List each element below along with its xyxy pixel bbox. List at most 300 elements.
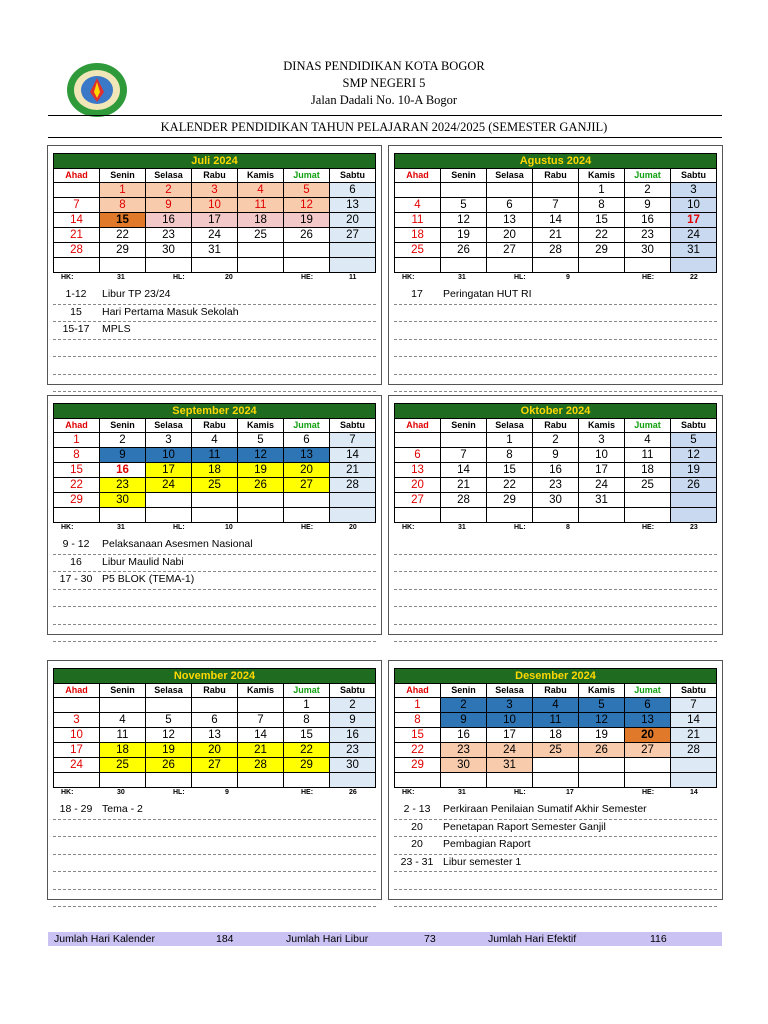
month-stats: [394, 273, 717, 285]
day-name-header: Kamis: [579, 169, 625, 183]
day-name-header: Rabu: [192, 684, 238, 698]
date-cell: 2: [100, 433, 146, 448]
date-cell: [100, 773, 146, 788]
event-row: [53, 590, 376, 608]
date-cell: 30: [625, 243, 671, 258]
date-cell: 6: [284, 433, 330, 448]
date-cell: [238, 258, 284, 273]
event-description: Libur semester 1: [443, 855, 522, 868]
week-row: [54, 183, 376, 198]
date-cell: 19: [238, 463, 284, 478]
header-line-3: Jalan Dadali No. 10-A Bogor: [310, 93, 458, 107]
date-cell: 2: [533, 433, 579, 448]
date-cell: 5: [441, 198, 487, 213]
date-cell: 12: [284, 198, 330, 213]
date-cell: 11: [100, 728, 146, 743]
month-grid: [394, 668, 717, 788]
hk-label: HK:: [402, 274, 415, 281]
day-name-header: Kamis: [238, 684, 284, 698]
week-row: [54, 728, 376, 743]
date-cell: 22: [54, 478, 100, 493]
day-name-header: Ahad: [54, 169, 100, 183]
hk-label: HK:: [61, 789, 74, 796]
date-cell: 24: [54, 758, 100, 773]
he-label: HE:: [642, 789, 655, 796]
hl-value: 9: [566, 274, 570, 281]
date-cell: 31: [192, 243, 238, 258]
date-cell: [146, 773, 192, 788]
date-cell: 29: [100, 243, 146, 258]
week-row: [395, 698, 717, 713]
date-cell: [625, 258, 671, 273]
event-date: 17 - 30: [59, 573, 93, 585]
event-list: [53, 287, 376, 392]
event-description: Penetapan Raport Semester Ganjil: [443, 820, 606, 833]
event-row: [53, 855, 376, 873]
date-cell: 23: [533, 478, 579, 493]
date-cell: 8: [487, 448, 533, 463]
date-cell: 18: [192, 463, 238, 478]
event-row: [394, 590, 717, 608]
date-cell: 3: [671, 183, 717, 198]
day-name-header: Jumat: [284, 419, 330, 433]
he-value: 14: [690, 789, 698, 796]
date-cell: 1: [395, 698, 441, 713]
hk-label: HK:: [402, 789, 415, 796]
hk-label: HK:: [402, 524, 415, 531]
date-cell: 7: [671, 698, 717, 713]
date-cell: 26: [238, 478, 284, 493]
day-name-header: Kamis: [579, 684, 625, 698]
day-name-header: Sabtu: [330, 169, 376, 183]
month-calendar-4: [388, 395, 723, 635]
date-cell: 20: [330, 213, 376, 228]
event-list: [394, 802, 717, 907]
date-cell: 9: [441, 713, 487, 728]
date-cell: [330, 508, 376, 523]
day-name-header: Ahad: [395, 419, 441, 433]
month-calendar-2: [388, 145, 723, 385]
date-cell: [238, 493, 284, 508]
hl-label: HL:: [514, 274, 526, 281]
date-cell: 25: [625, 478, 671, 493]
event-date: 20: [411, 838, 423, 850]
date-cell: 29: [487, 493, 533, 508]
event-date: 1-12: [65, 288, 87, 300]
date-cell: [146, 508, 192, 523]
event-row: [394, 855, 717, 873]
date-cell: [579, 508, 625, 523]
event-date: 23 - 31: [400, 855, 434, 868]
event-row: [53, 340, 376, 358]
header-line-2: SMP NEGERI 5: [342, 76, 426, 90]
event-row: [394, 555, 717, 573]
date-cell: 3: [579, 433, 625, 448]
day-name-header: Rabu: [192, 169, 238, 183]
he-value: 22: [690, 274, 698, 281]
event-date: 15: [70, 305, 82, 318]
day-name-header: Senin: [441, 419, 487, 433]
date-cell: 15: [579, 213, 625, 228]
event-row: [53, 820, 376, 838]
date-cell: 5: [238, 433, 284, 448]
date-cell: 12: [146, 728, 192, 743]
week-row: [54, 508, 376, 523]
event-row: [394, 305, 717, 323]
event-row: [53, 802, 376, 820]
event-description: Tema - 2: [102, 803, 143, 815]
date-cell: 1: [487, 433, 533, 448]
holiday-days-label: Jumlah Hari Libur: [286, 933, 369, 945]
he-value: 23: [690, 524, 698, 531]
date-cell: 28: [533, 243, 579, 258]
date-cell: 24: [487, 743, 533, 758]
date-cell: [671, 508, 717, 523]
date-cell: 9: [100, 448, 146, 463]
hk-value: 31: [458, 789, 466, 796]
date-cell: 13: [487, 213, 533, 228]
date-cell: 28: [330, 478, 376, 493]
date-cell: 14: [441, 463, 487, 478]
date-cell: 30: [533, 493, 579, 508]
date-cell: 18: [533, 728, 579, 743]
date-cell: 28: [441, 493, 487, 508]
day-name-header: Selasa: [487, 419, 533, 433]
hl-label: HL:: [173, 524, 185, 531]
date-cell: 3: [146, 433, 192, 448]
date-cell: [395, 183, 441, 198]
day-name-header: Selasa: [146, 419, 192, 433]
day-name-header: Ahad: [395, 684, 441, 698]
event-row: [53, 537, 376, 555]
week-row: [395, 198, 717, 213]
day-name-header: Senin: [441, 684, 487, 698]
date-cell: 7: [533, 198, 579, 213]
week-row: [54, 448, 376, 463]
week-row: [54, 258, 376, 273]
date-cell: 6: [330, 183, 376, 198]
date-cell: 23: [330, 743, 376, 758]
date-cell: 10: [579, 448, 625, 463]
date-cell: 26: [671, 478, 717, 493]
date-cell: 26: [441, 243, 487, 258]
date-cell: 31: [579, 493, 625, 508]
date-cell: 15: [100, 213, 146, 228]
date-cell: 24: [192, 228, 238, 243]
date-cell: 8: [54, 448, 100, 463]
event-date: 20: [411, 820, 423, 833]
event-list: [394, 287, 717, 392]
date-cell: 2: [441, 698, 487, 713]
hl-value: 20: [225, 274, 233, 281]
event-row: [394, 537, 717, 555]
date-cell: 21: [671, 728, 717, 743]
total-days-value: 184: [216, 933, 234, 945]
week-row: [395, 758, 717, 773]
date-cell: 14: [238, 728, 284, 743]
date-cell: 22: [579, 228, 625, 243]
date-cell: [671, 493, 717, 508]
date-cell: 10: [192, 198, 238, 213]
event-row: [53, 572, 376, 590]
date-cell: 23: [441, 743, 487, 758]
date-cell: [238, 698, 284, 713]
date-cell: [54, 183, 100, 198]
event-date: 17: [411, 288, 423, 300]
date-cell: 30: [146, 243, 192, 258]
date-cell: 31: [671, 243, 717, 258]
date-cell: 6: [487, 198, 533, 213]
date-cell: [284, 773, 330, 788]
date-cell: 4: [625, 433, 671, 448]
date-cell: [284, 493, 330, 508]
date-cell: 23: [625, 228, 671, 243]
event-description: P5 BLOK (TEMA-1): [102, 573, 195, 585]
date-cell: [54, 508, 100, 523]
event-description: Pelaksanaan Asesmen Nasional: [102, 538, 253, 550]
day-name-header: Senin: [441, 169, 487, 183]
date-cell: 9: [625, 198, 671, 213]
event-description: Libur Maulid Nabi: [102, 555, 184, 568]
week-row: [395, 508, 717, 523]
day-name-header: Rabu: [533, 684, 579, 698]
day-name-header: Jumat: [284, 169, 330, 183]
week-row: [395, 728, 717, 743]
date-cell: 4: [238, 183, 284, 198]
date-cell: [238, 773, 284, 788]
date-cell: 24: [579, 478, 625, 493]
day-name-header: Senin: [100, 169, 146, 183]
date-cell: [54, 773, 100, 788]
date-cell: 27: [284, 478, 330, 493]
month-stats: [394, 523, 717, 535]
hk-value: 31: [117, 524, 125, 531]
week-row: [395, 478, 717, 493]
total-days-label: Jumlah Hari Kalender: [54, 933, 155, 945]
date-cell: 5: [671, 433, 717, 448]
date-cell: 29: [284, 758, 330, 773]
date-cell: 2: [625, 183, 671, 198]
week-row: [395, 448, 717, 463]
week-row: [395, 773, 717, 788]
date-cell: 10: [146, 448, 192, 463]
date-cell: 15: [284, 728, 330, 743]
date-cell: 27: [395, 493, 441, 508]
date-cell: 4: [192, 433, 238, 448]
date-cell: [579, 758, 625, 773]
month-stats: [53, 523, 376, 535]
month-title: Juli 2024: [53, 153, 376, 168]
date-cell: [441, 773, 487, 788]
date-cell: [395, 773, 441, 788]
day-name-header: Selasa: [146, 169, 192, 183]
event-row: [394, 802, 717, 820]
date-cell: 17: [192, 213, 238, 228]
date-cell: 18: [395, 228, 441, 243]
date-cell: [533, 773, 579, 788]
day-name-header: Kamis: [238, 169, 284, 183]
date-cell: 21: [238, 743, 284, 758]
event-date: 18 - 29: [59, 803, 93, 815]
event-description: Pembagian Raport: [443, 838, 531, 850]
hl-value: 8: [566, 524, 570, 531]
hl-label: HL:: [514, 789, 526, 796]
day-name-header: Sabtu: [330, 684, 376, 698]
date-cell: 29: [54, 493, 100, 508]
event-row: [53, 837, 376, 855]
event-row: [394, 820, 717, 838]
date-cell: 29: [579, 243, 625, 258]
date-cell: 24: [146, 478, 192, 493]
date-cell: 14: [54, 213, 100, 228]
date-cell: [533, 258, 579, 273]
date-cell: 11: [238, 198, 284, 213]
week-row: [395, 713, 717, 728]
date-cell: [146, 258, 192, 273]
date-cell: 23: [100, 478, 146, 493]
hl-label: HL:: [173, 274, 185, 281]
date-cell: [395, 433, 441, 448]
month-calendar-6: [388, 660, 723, 900]
date-cell: 14: [533, 213, 579, 228]
event-list: [53, 537, 376, 642]
date-cell: 11: [533, 713, 579, 728]
date-cell: 26: [146, 758, 192, 773]
week-row: [395, 213, 717, 228]
day-name-header: Jumat: [284, 684, 330, 698]
event-row: [394, 872, 717, 890]
day-name-header: Rabu: [192, 419, 238, 433]
day-name-header: Sabtu: [330, 419, 376, 433]
date-cell: 25: [533, 743, 579, 758]
week-row: [54, 698, 376, 713]
day-name-header: Rabu: [533, 419, 579, 433]
day-name-header: Selasa: [487, 169, 533, 183]
hk-value: 31: [458, 274, 466, 281]
date-cell: 16: [533, 463, 579, 478]
date-cell: 24: [671, 228, 717, 243]
date-cell: 21: [533, 228, 579, 243]
date-cell: 16: [330, 728, 376, 743]
event-row: [394, 357, 717, 375]
date-cell: [579, 258, 625, 273]
date-cell: [487, 773, 533, 788]
date-cell: 3: [487, 698, 533, 713]
week-row: [54, 758, 376, 773]
date-cell: [330, 773, 376, 788]
event-list: [53, 802, 376, 907]
date-cell: 18: [625, 463, 671, 478]
event-row: [53, 357, 376, 375]
date-cell: 1: [100, 183, 146, 198]
event-row: [394, 890, 717, 908]
date-cell: [330, 493, 376, 508]
date-cell: 19: [441, 228, 487, 243]
event-description: Peringatan HUT RI: [443, 288, 532, 300]
month-grid: [53, 153, 376, 273]
effective-days-label: Jumlah Hari Efektif: [488, 933, 577, 945]
event-row: [53, 607, 376, 625]
day-name-header: Selasa: [487, 684, 533, 698]
date-cell: 9: [330, 713, 376, 728]
event-row: [394, 607, 717, 625]
week-row: [395, 258, 717, 273]
date-cell: 7: [441, 448, 487, 463]
day-name-header: Jumat: [625, 169, 671, 183]
day-name-header: Kamis: [238, 419, 284, 433]
date-cell: 13: [192, 728, 238, 743]
date-cell: [100, 698, 146, 713]
week-row: [395, 228, 717, 243]
date-cell: 29: [395, 758, 441, 773]
date-cell: [395, 258, 441, 273]
date-cell: [284, 508, 330, 523]
date-cell: 18: [100, 743, 146, 758]
title-divider: [48, 137, 722, 138]
week-row: [54, 478, 376, 493]
date-cell: [192, 508, 238, 523]
he-value: 26: [349, 789, 357, 796]
date-cell: 22: [284, 743, 330, 758]
event-row: [53, 287, 376, 305]
day-name-header: Ahad: [54, 684, 100, 698]
date-cell: 12: [441, 213, 487, 228]
date-cell: 8: [100, 198, 146, 213]
day-name-header: Rabu: [533, 169, 579, 183]
event-row: [394, 340, 717, 358]
date-cell: 22: [487, 478, 533, 493]
month-title: Oktober 2024: [394, 403, 717, 418]
date-cell: 27: [330, 228, 376, 243]
date-cell: 31: [487, 758, 533, 773]
date-cell: 20: [192, 743, 238, 758]
event-row: [53, 375, 376, 393]
event-row: [394, 572, 717, 590]
week-row: [54, 213, 376, 228]
date-cell: [330, 243, 376, 258]
event-description: Hari Pertama Masuk Sekolah: [102, 305, 239, 318]
date-cell: 17: [54, 743, 100, 758]
date-cell: [54, 698, 100, 713]
date-cell: 28: [238, 758, 284, 773]
date-cell: 25: [238, 228, 284, 243]
week-row: [54, 198, 376, 213]
date-cell: 16: [625, 213, 671, 228]
date-cell: [533, 758, 579, 773]
date-cell: [579, 773, 625, 788]
date-cell: 10: [671, 198, 717, 213]
date-cell: [284, 258, 330, 273]
week-row: [54, 463, 376, 478]
date-cell: 19: [284, 213, 330, 228]
date-cell: [487, 183, 533, 198]
event-date: 2 - 13: [403, 803, 431, 815]
holiday-days-value: 73: [424, 933, 436, 945]
hk-value: 30: [117, 789, 125, 796]
date-cell: 30: [100, 493, 146, 508]
date-cell: [533, 508, 579, 523]
day-name-header: Senin: [100, 684, 146, 698]
date-cell: 8: [284, 713, 330, 728]
date-cell: 1: [579, 183, 625, 198]
date-cell: 1: [54, 433, 100, 448]
date-cell: 26: [284, 228, 330, 243]
date-cell: 13: [625, 713, 671, 728]
date-cell: 30: [330, 758, 376, 773]
date-cell: [284, 243, 330, 258]
date-cell: 13: [284, 448, 330, 463]
date-cell: [487, 258, 533, 273]
